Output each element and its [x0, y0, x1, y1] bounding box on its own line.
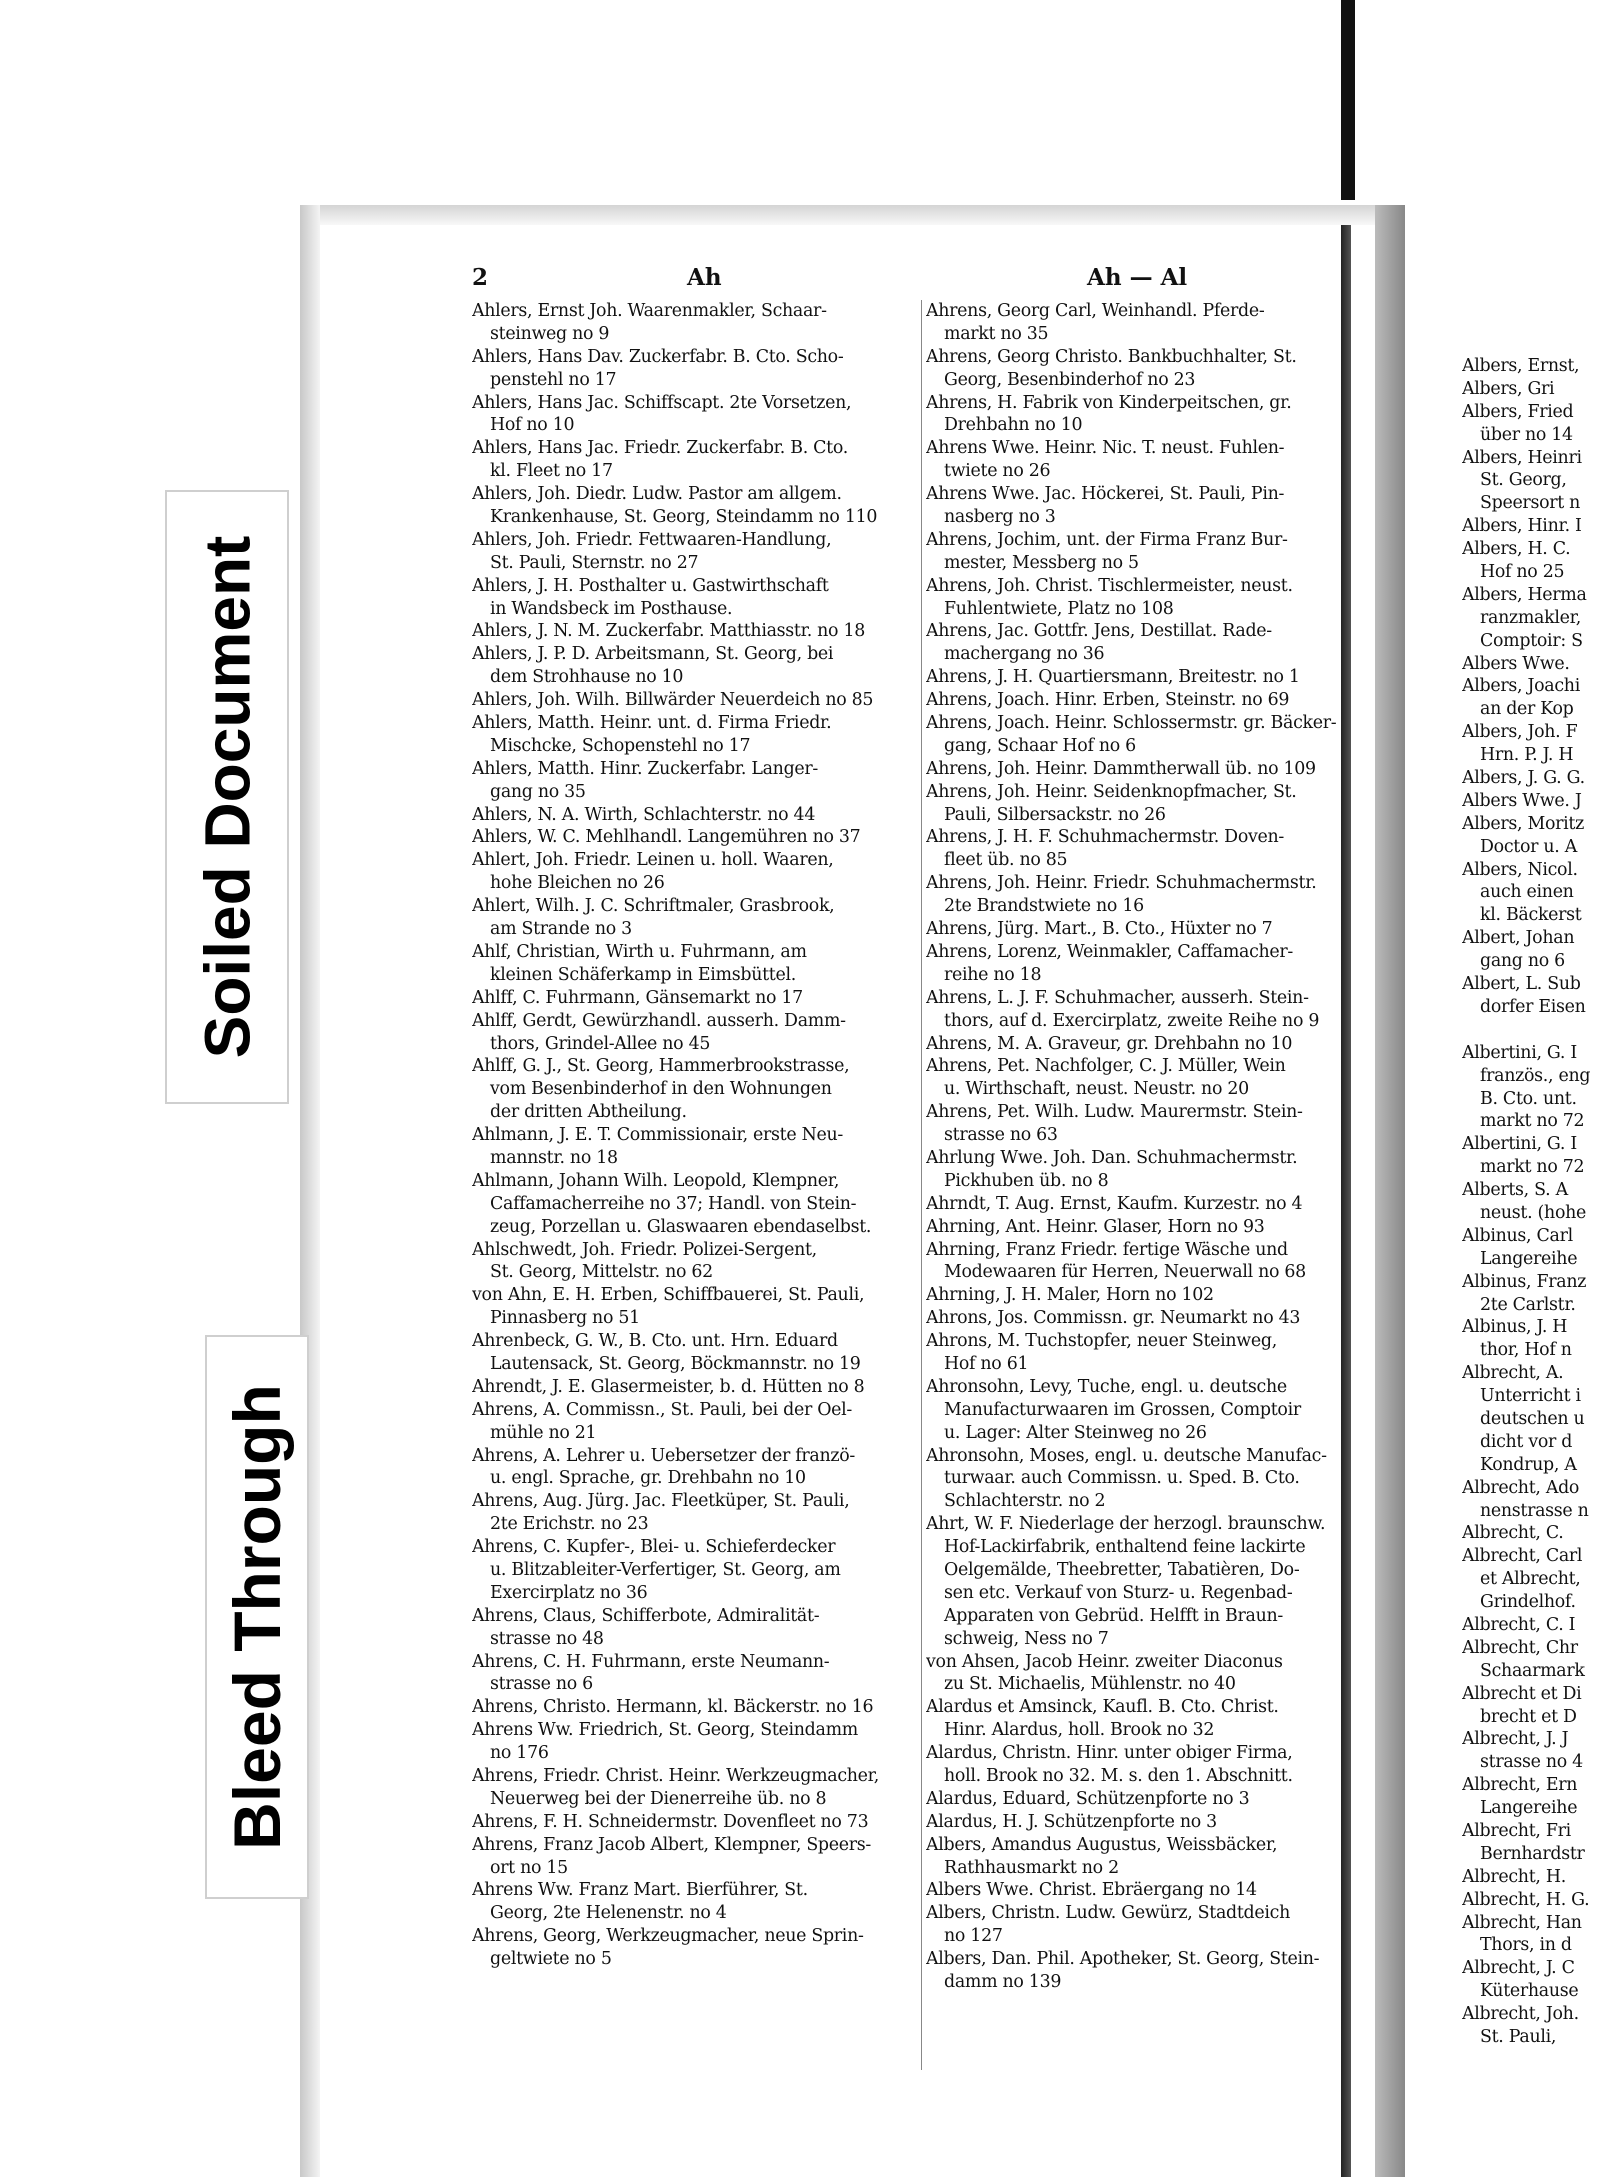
directory-line: neust. (hohe — [1480, 1202, 1587, 1223]
directory-line: Hrn. P. J. H — [1480, 745, 1574, 766]
directory-line: Albrecht, J. J — [1462, 1729, 1569, 1750]
directory-line: Drehbahn no 10 — [944, 415, 1083, 436]
directory-line: Ahlers, J. N. M. Zuckerfabr. Matthiasstr. no 18 — [472, 621, 865, 642]
directory-line: St. Pauli, — [1480, 2027, 1557, 2048]
directory-line: Ahronsohn, Levy, Tuche, engl. u. deutsche — [926, 1376, 1287, 1397]
directory-line: Ahrens, Joach. Heinr. Schlossermstr. gr. Bäcker- — [926, 713, 1337, 734]
directory-line: Hinr. Alardus, holl. Brook no 32 — [944, 1720, 1215, 1741]
directory-line: u. engl. Sprache, gr. Drehbahn no 10 — [490, 1468, 806, 1489]
directory-line: Ahrens, Claus, Schifferbote, Admiralität- — [472, 1605, 820, 1626]
directory-line: Ahrens, Friedr. Christ. Heinr. Werkzeugmacher, — [472, 1766, 880, 1786]
directory-line: St. Pauli, Sternstr. no 27 — [490, 552, 699, 573]
directory-line: steinweg no 9 — [490, 323, 610, 344]
directory-line: Ahrens, Joh. Heinr. Dammtherwall üb. no 109 — [926, 758, 1316, 779]
directory-line: Langereihe — [1480, 1248, 1578, 1269]
directory-line: Albers, Christn. Ludw. Gewürz, Stadtdeich — [926, 1903, 1290, 1924]
directory-line: Alardus, Christn. Hinr. unter obiger Firma, — [926, 1743, 1293, 1764]
directory-line: nasberg no 3 — [944, 507, 1056, 528]
directory-line: Ahrt, W. F. Niederlage der herzogl. braunschw. — [926, 1514, 1326, 1535]
directory-line: Albrecht, C. I — [1462, 1614, 1576, 1635]
directory-line: Speersort n — [1480, 493, 1581, 514]
directory-line: Ahrning, Ant. Heinr. Glaser, Horn no 93 — [926, 1216, 1265, 1237]
directory-line: gang no 6 — [1480, 951, 1565, 972]
directory-line: Langereihe — [1480, 1798, 1578, 1819]
directory-line: Unterricht i — [1480, 1386, 1581, 1407]
directory-line: Albrecht, Carl — [1462, 1546, 1583, 1567]
directory-line: Ahrens, Jochim, unt. der Firma Franz Bur- — [926, 529, 1288, 550]
directory-line: Ahlschwedt, Joh. Friedr. Polizei-Sergent, — [472, 1239, 817, 1260]
directory-line: Ahlers, Matth. Hinr. Zuckerfabr. Langer- — [472, 758, 818, 779]
directory-line: Ahlers, Ernst Joh. Waarenmakler, Schaar- — [472, 301, 827, 321]
directory-line: Ahlmann, Johann Wilh. Leopold, Klempner, — [472, 1170, 840, 1191]
directory-line: geltwiete no 5 — [490, 1949, 612, 1970]
directory-line: penstehl no 17 — [490, 369, 617, 390]
page-number: 2 — [472, 264, 489, 291]
directory-line: Ahrens, H. Fabrik von Kinderpeitschen, gr. — [926, 392, 1292, 413]
directory-line: strasse no 48 — [490, 1628, 604, 1649]
directory-line: Ahlers, Hans Dav. Zuckerfabr. B. Cto. Scho- — [472, 346, 844, 367]
directory-line: Lautensack, St. Georg, Böckmannstr. no 19 — [490, 1353, 861, 1374]
directory-line: Oelgemälde, Theebretter, Tabatièren, Do- — [944, 1559, 1300, 1580]
directory-line: Ahlf, Christian, Wirth u. Fuhrmann, am — [472, 941, 807, 962]
directory-line: markt no 35 — [944, 323, 1049, 344]
directory-line: et Albrecht, — [1480, 1569, 1581, 1590]
directory-line: sen etc. Verkauf von Sturz- u. Regenbad- — [944, 1582, 1293, 1603]
directory-line: markt no 72 — [1480, 1111, 1585, 1132]
directory-line: hohe Bleichen no 26 — [490, 873, 665, 894]
running-head-left: Ah — [687, 264, 722, 291]
directory-line: Ahrens Wwe. Jac. Höckerei, St. Pauli, Pin- — [926, 484, 1285, 505]
directory-line: Ahrendt, J. E. Glasermeister, b. d. Hütten no 8 — [472, 1376, 865, 1397]
directory-line: Ahrens Wwe. Heinr. Nic. T. neust. Fuhlen- — [926, 438, 1285, 459]
directory-line: Albrecht, A. — [1462, 1363, 1564, 1384]
directory-line: Albrecht, Ado — [1462, 1477, 1580, 1498]
directory-line: Apparaten von Gebrüd. Helfft in Braun- — [944, 1605, 1283, 1626]
directory-line: Albinus, Carl — [1462, 1225, 1573, 1246]
directory-line: Ahlers, W. C. Mehlhandl. Langemühren no 37 — [472, 827, 861, 848]
directory-line: thor, Hof n — [1480, 1340, 1572, 1361]
directory-line: Ahlers, Joh. Diedr. Ludw. Pastor am allgem. — [472, 484, 842, 505]
directory-line: Ahronsohn, Moses, engl. u. deutsche Manufac- — [926, 1445, 1327, 1466]
directory-line: Albers, J. G. G. — [1462, 768, 1585, 789]
directory-line: B. Cto. unt. — [1480, 1088, 1577, 1109]
directory-line: Albers, Dan. Phil. Apotheker, St. Georg, Stein- — [926, 1949, 1320, 1970]
directory-line: Hof no 10 — [490, 415, 575, 436]
directory-line: ort no 15 — [490, 1857, 568, 1878]
directory-line: Pinnasberg no 51 — [490, 1308, 640, 1329]
directory-line: Albrecht, C. — [1462, 1523, 1564, 1544]
directory-line: Alardus et Amsinck, Kaufl. B. Cto. Christ. — [926, 1697, 1279, 1718]
directory-line: u. Wirthschaft, neust. Neustr. no 20 — [944, 1079, 1249, 1100]
directory-line: Ahrens, Franz Jacob Albert, Klempner, Speers- — [472, 1834, 871, 1855]
directory-line: Ahrens Ww. Franz Mart. Bierführer, St. — [472, 1880, 808, 1901]
directory-line: Alardus, H. J. Schützenpforte no 3 — [926, 1811, 1217, 1832]
directory-line: St. Georg, — [1480, 470, 1567, 491]
directory-line: Albrecht, J. C — [1462, 1958, 1575, 1979]
directory-line: u. Lager: Alter Steinweg no 26 — [944, 1422, 1207, 1443]
bleed-through-label — [205, 1335, 309, 1899]
directory-line: Pickhuben üb. no 8 — [944, 1170, 1109, 1191]
directory-line: Comptoir: S — [1480, 630, 1583, 651]
directory-line: in Wandsbeck im Posthause. — [490, 598, 733, 619]
directory-line: Manufacturwaaren im Grossen, Comptoir — [944, 1399, 1301, 1420]
directory-line: holl. Brook no 32. M. s. den 1. Abschnitt. — [944, 1766, 1293, 1786]
directory-line: Ahrens, Aug. Jürg. Jac. Fleetküper, St. Pauli, — [472, 1491, 850, 1512]
directory-line: Albers, Hinr. I — [1462, 516, 1582, 537]
directory-line: Albers, Amandus Augustus, Weissbäcker, — [926, 1834, 1278, 1855]
directory-line: Ahrons, Jos. Commissn. gr. Neumarkt no 43 — [926, 1308, 1301, 1329]
directory-line: Albrecht, H. — [1462, 1866, 1566, 1887]
directory-line: Albers, Moritz — [1462, 813, 1584, 834]
directory-line: Ahlers, Hans Jac. Friedr. Zuckerfabr. B. Cto. — [472, 438, 848, 459]
directory-line: Albers, Joachi — [1462, 676, 1580, 697]
directory-line: Hof no 61 — [944, 1353, 1029, 1374]
directory-line: Albrecht, Han — [1462, 1912, 1582, 1933]
directory-line: Alberts, S. A — [1462, 1180, 1568, 1201]
directory-line: Ahlers, Joh. Wilh. Billwärder Neuerdeich no 85 — [472, 690, 874, 711]
directory-line: Albinus, Franz — [1462, 1271, 1587, 1292]
directory-line: Schlachterstr. no 2 — [944, 1491, 1106, 1512]
page-gutter-shadow — [1375, 205, 1405, 2177]
directory-line: Ahlers, N. A. Wirth, Schlachterstr. no 44 — [472, 804, 816, 825]
directory-line: von Ahn, E. H. Erben, Schiffbauerei, St. Pauli, — [472, 1285, 865, 1306]
directory-line: Ahrens, F. H. Schneidermstr. Dovenfleet no 73 — [472, 1811, 869, 1832]
directory-line: 2te Brandstwiete no 16 — [944, 896, 1144, 917]
directory-line: Albrecht, Chr — [1462, 1637, 1578, 1658]
page-top-edge — [305, 205, 1395, 225]
directory-line: gang, Schaar Hof no 6 — [944, 735, 1136, 756]
directory-line: Georg, Besenbinderhof no 23 — [944, 369, 1196, 390]
directory-line: ranzmakler, — [1480, 607, 1581, 628]
directory-line: vom Besenbinderhof in den Wohnungen — [490, 1079, 832, 1100]
directory-line: Albrecht, Fri — [1462, 1821, 1571, 1841]
directory-line: Ahlers, J. P. D. Arbeitsmann, St. Georg, bei — [472, 644, 834, 665]
directory-line: Doctor u. A — [1480, 836, 1577, 857]
directory-line: Albertini, G. I — [1462, 1042, 1577, 1063]
directory-line: Grindelhof. — [1480, 1592, 1576, 1613]
directory-line: Ahlers, Hans Jac. Schiffscapt. 2te Vorsetzen, — [472, 392, 852, 413]
directory-line: Albers Wwe. Christ. Ebräergang no 14 — [926, 1880, 1257, 1901]
directory-line: Albrecht, Ern — [1462, 1775, 1578, 1796]
directory-line: mannstr. no 18 — [490, 1147, 618, 1168]
directory-line: Mischcke, Schopenstehl no 17 — [490, 735, 751, 756]
directory-line: Schaarmark — [1480, 1660, 1585, 1681]
directory-line: Krankenhause, St. Georg, Steindamm no 110 — [490, 507, 878, 528]
directory-line: fleet üb. no 85 — [944, 850, 1068, 871]
directory-line: Exercirplatz no 36 — [490, 1582, 648, 1603]
soiled-document-text: Soiled Document — [191, 535, 263, 1059]
directory-line: Georg, 2te Helenenstr. no 4 — [490, 1903, 727, 1924]
directory-line: Ahrens, A. Lehrer u. Uebersetzer der franzö- — [472, 1445, 855, 1466]
directory-line: Neuerweg bei der Dienerreihe üb. no 8 — [490, 1788, 827, 1809]
directory-line: Ahrens, Joach. Hinr. Erben, Steinstr. no 69 — [926, 690, 1290, 711]
directory-line: Ahlert, Wilh. J. C. Schriftmaler, Grasbrook, — [472, 896, 835, 917]
directory-line: Ahrens, Georg Christo. Bankbuchhalter, St. — [926, 346, 1297, 367]
directory-line: von Ahsen, Jacob Heinr. zweiter Diaconus — [926, 1651, 1283, 1672]
directory-line: Ahrens, Joh. Heinr. Friedr. Schuhmachermstr. — [926, 873, 1317, 894]
directory-line: Ahrens Ww. Friedrich, St. Georg, Steindamm — [472, 1720, 858, 1741]
directory-line: Ahrens, Jac. Gottfr. Jens, Destillat. Rade- — [926, 621, 1272, 642]
directory-line: Ahrons, M. Tuchstopfer, neuer Steinweg, — [926, 1331, 1277, 1352]
directory-line: Albert, Johan — [1462, 928, 1575, 949]
directory-line: Albers, Joh. F — [1462, 722, 1578, 743]
directory-line: Bernhardstr — [1480, 1843, 1585, 1864]
directory-line: über no 14 — [1480, 424, 1573, 445]
directory-line: Ahlert, Joh. Friedr. Leinen u. holl. Waaren, — [472, 850, 834, 871]
directory-line: mühle no 21 — [490, 1422, 597, 1443]
directory-line: deutschen u — [1480, 1408, 1585, 1429]
column-divider — [921, 300, 922, 2070]
directory-line: Ahrens, A. Commissn., St. Pauli, bei der Oel- — [472, 1399, 853, 1420]
directory-line: Ahrens, C. H. Fuhrmann, erste Neumann- — [472, 1651, 830, 1672]
directory-line: u. Blitzableiter-Verfertiger, St. Georg, am — [490, 1559, 841, 1580]
directory-line: Ahrens, Jürg. Mart., B. Cto., Hüxter no 7 — [926, 919, 1273, 940]
directory-line: kleinen Schäferkamp in Eimsbüttel. — [490, 964, 796, 985]
directory-line: Albrecht, Joh. — [1462, 2004, 1579, 2025]
directory-line: am Strande no 3 — [490, 919, 632, 940]
directory-line: auch einen — [1480, 882, 1574, 903]
directory-line: Ahrens, Pet. Wilh. Ludw. Maurermstr. Stein- — [926, 1102, 1303, 1123]
directory-line: französ., eng — [1480, 1065, 1591, 1086]
directory-line: Albrecht et Di — [1462, 1683, 1582, 1704]
directory-line: Ahrens, M. A. Graveur, gr. Drehbahn no 10 — [926, 1033, 1293, 1054]
directory-line — [1462, 1019, 1600, 1042]
directory-line: Ahrlung Wwe. Joh. Dan. Schuhmachermstr. — [926, 1147, 1298, 1168]
running-head-right: Ah — Al — [1087, 264, 1188, 291]
directory-line: reihe no 18 — [944, 964, 1042, 985]
directory-line: Ahlff, G. J., St. Georg, Hammerbrookstrasse, — [472, 1056, 850, 1077]
directory-line: Albers, Herma — [1462, 584, 1587, 605]
directory-line: strasse no 63 — [944, 1125, 1058, 1146]
directory-line: Ahrning, J. H. Maler, Horn no 102 — [926, 1285, 1214, 1306]
directory-line: Albers Wwe. J — [1462, 790, 1582, 811]
directory-line: Rathhausmarkt no 2 — [944, 1857, 1119, 1878]
directory-line: Albers, H. C. — [1462, 539, 1571, 560]
binding-edge — [1341, 0, 1355, 200]
directory-line: Ahrens, L. J. F. Schuhmacher, ausserh. Stein- — [926, 987, 1309, 1008]
directory-line: markt no 72 — [1480, 1157, 1585, 1178]
directory-line: Albrecht, H. G. — [1462, 1889, 1590, 1910]
directory-line: Fuhlentwiete, Platz no 108 — [944, 598, 1174, 619]
directory-line: Ahlers, J. H. Posthalter u. Gastwirthschaft — [472, 575, 829, 596]
directory-line: Ahrens, Joh. Christ. Tischlermeister, neust. — [926, 575, 1293, 596]
directory-line: dem Strohhause no 10 — [490, 667, 684, 688]
directory-line: Kondrup, A — [1480, 1454, 1577, 1475]
directory-line: Ahlmann, J. E. T. Commissionair, erste Neu- — [472, 1125, 843, 1146]
directory-line: twiete no 26 — [944, 461, 1051, 482]
soiled-document-label — [165, 490, 289, 1104]
directory-line: dicht vor d — [1480, 1431, 1573, 1452]
directory-line: Modewaaren für Herren, Neuerwall no 68 — [944, 1262, 1306, 1283]
directory-line: Hof no 25 — [1480, 562, 1565, 583]
directory-line: Albertini, G. I — [1462, 1134, 1577, 1155]
directory-line: kl. Fleet no 17 — [490, 461, 613, 482]
directory-line: Ahrens, Lorenz, Weinmakler, Caffamacher- — [926, 941, 1294, 962]
directory-line: gang no 35 — [490, 781, 586, 802]
directory-line: Ahrens, Joh. Heinr. Seidenknopfmacher, St. — [926, 781, 1297, 802]
directory-column-next-page — [1462, 355, 1600, 2105]
directory-line: Albers Wwe. — [1462, 653, 1570, 674]
directory-line: Thors, in d — [1480, 1935, 1572, 1956]
directory-line: zeug, Porzellan u. Glaswaaren ebendaselbst. — [490, 1216, 872, 1237]
directory-line: Albers, Fried — [1462, 401, 1574, 422]
directory-line: strasse no 6 — [490, 1674, 593, 1695]
directory-line: schweig, Ness no 7 — [944, 1628, 1109, 1649]
directory-line: Albinus, J. H — [1462, 1317, 1568, 1338]
directory-line: Albers, Nicol. — [1462, 859, 1578, 880]
directory-line: Caffamacherreihe no 37; Handl. von Stein- — [490, 1193, 857, 1214]
directory-line: turwaar. auch Commissn. u. Sped. B. Cto. — [944, 1468, 1300, 1489]
directory-line: Ahlff, Gerdt, Gewürzhandl. ausserh. Damm- — [472, 1010, 846, 1031]
directory-line: der dritten Abtheilung. — [490, 1102, 687, 1123]
directory-line: Albers, Ernst, — [1462, 356, 1580, 376]
directory-line: Ahrens, J. H. Quartiersmann, Breitestr. no 1 — [926, 667, 1300, 688]
directory-line: machergang no 36 — [944, 644, 1105, 665]
directory-line: Ahrenbeck, G. W., B. Cto. unt. Hrn. Eduard — [472, 1331, 838, 1352]
directory-line: nenstrasse n — [1480, 1500, 1589, 1521]
directory-line: mester, Messberg no 5 — [944, 552, 1139, 573]
directory-line: damm no 139 — [944, 1972, 1062, 1993]
directory-line: 2te Erichstr. no 23 — [490, 1514, 649, 1535]
directory-line: an der Kop — [1480, 699, 1574, 720]
bleed-through-text: Bleed Through — [220, 1384, 294, 1850]
directory-line: Ahrens, Pet. Nachfolger, C. J. Müller, Wein — [926, 1056, 1286, 1077]
directory-line: dorfer Eisen — [1480, 996, 1586, 1017]
directory-line: Albers, Heinri — [1462, 447, 1582, 468]
directory-line: Ahrning, Franz Friedr. fertige Wäsche und — [926, 1239, 1288, 1260]
directory-line: Ahrndt, T. Aug. Ernst, Kaufm. Kurzestr. no 4 — [926, 1193, 1303, 1214]
directory-line: Ahrens, Georg, Werkzeugmacher, neue Sprin- — [472, 1926, 864, 1947]
directory-line: Hof-Lackirfabrik, enthaltend feine lackirte — [944, 1537, 1306, 1558]
directory-line: strasse no 4 — [1480, 1752, 1583, 1773]
directory-line: Ahlers, Matth. Heinr. unt. d. Firma Friedr. — [472, 713, 832, 734]
directory-column-middle — [926, 300, 1366, 2070]
directory-line: no 176 — [490, 1743, 549, 1764]
directory-line: 2te Carlstr. — [1480, 1294, 1576, 1315]
directory-line: thors, auf d. Exercirplatz, zweite Reihe no 9 — [944, 1010, 1320, 1031]
directory-line: no 127 — [944, 1926, 1003, 1947]
directory-line: Ahlff, C. Fuhrmann, Gänsemarkt no 17 — [472, 987, 803, 1008]
directory-line: Alardus, Eduard, Schützenpforte no 3 — [926, 1788, 1250, 1809]
directory-line: Albert, L. Sub — [1462, 974, 1581, 995]
directory-line: Ahrens, Georg Carl, Weinhandl. Pferde- — [926, 301, 1265, 321]
directory-line: zu St. Michaelis, Mühlenstr. no 40 — [944, 1674, 1236, 1695]
directory-line: thors, Grindel-Allee no 45 — [490, 1033, 711, 1054]
directory-line: Ahrens, C. Kupfer-, Blei- u. Schieferdecker — [472, 1537, 836, 1558]
directory-line: St. Georg, Mittelstr. no 62 — [490, 1262, 713, 1283]
directory-line: Ahlers, Joh. Friedr. Fettwaaren-Handlung, — [472, 529, 832, 550]
directory-line: Pauli, Silbersackstr. no 26 — [944, 804, 1166, 825]
directory-line: Ahrens, J. H. F. Schuhmachermstr. Doven- — [926, 827, 1284, 848]
directory-line: Küterhause — [1480, 1981, 1579, 2002]
directory-line: Albers, Gri — [1462, 378, 1555, 399]
directory-line: kl. Bäckerst — [1480, 905, 1582, 926]
directory-line: Ahrens, Christo. Hermann, kl. Bäckerstr. no 16 — [472, 1697, 874, 1718]
directory-line: brecht et D — [1480, 1706, 1577, 1727]
directory-column-left — [472, 300, 922, 2070]
